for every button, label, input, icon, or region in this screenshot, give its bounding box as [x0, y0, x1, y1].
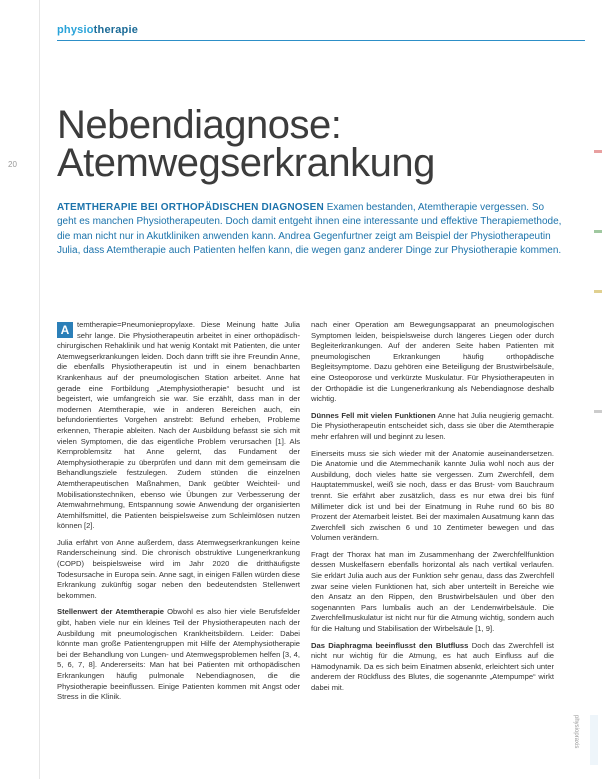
left-para-3 — [57, 607, 300, 702]
right-column — [311, 320, 554, 700]
left-column — [57, 320, 300, 709]
article-lead — [57, 201, 562, 258]
left-para-1 — [57, 320, 300, 532]
page-number: 20 — [8, 160, 17, 169]
left-para-3-text: Obwohl es also hier viele Berufsfelder gibt, haben viele nur ein kleines Teil der Physiotherapeuten nach der Ausbildung mit pneumologischen Krankheitsbildern. Leider: Dabei könnte man große Patientengruppen mit Hilfe der Atemphysiotherapie bei der Behandlung von Lungen- und Atemwegsproblemen helfen [3, 4, 5, 6, 7, 8]. Andererseits: Man hat bei Patienten mit orthopädischen Erkrankungen häufig pulmonale Nebendiagnosen, die die Physiotherapie beeinflussen. Einige Patienten kommen mit Angst oder Stress in die Klinik. — [57, 607, 300, 702]
dropcap: A — [57, 322, 73, 338]
right-para-5 — [311, 641, 554, 694]
scan-edge-mark — [594, 150, 602, 153]
scan-edge-mark — [594, 290, 602, 293]
left-subheading: Stellenwert der Atemtherapie — [57, 607, 164, 617]
scan-edge-mark — [594, 230, 602, 233]
section-header-rest: therapie — [93, 24, 139, 36]
lead-kicker: ATEMTHERAPIE BEI ORTHOPÄDISCHEN DIAGNOSEN — [57, 202, 324, 213]
right-subheading-2: Das Diaphragma beeinflusst den Blutfluss — [311, 640, 469, 650]
right-para-2-text: Anne hat Julia neugierig gemacht. Die Physiotherapeutin entscheidet sich, dass sie über die Atemtherapie mehr erfahren will und beginnt zu lesen. — [311, 410, 554, 441]
side-tab-label: physiopraxis — [573, 715, 579, 749]
article-title — [57, 103, 435, 185]
left-para-1-text: temtherapie=Pneumoniepropylaxe. Diese Meinung hatte Julia sehr lange. Die Physiotherapeutin arbeitet in einer orthopädisch-chirurgischen Rehaklinik und hat wenig Kontakt mit Patienten, die unter Atemwegserkrankungen leiden. Doch dann trifft sie ihre Freundin Anne, die ebenfalls Physiotherapeutin ist und in einem benachbarten Krankenhaus auf der pneumologischen Station arbeitet. Anne hat gerade eine Fortbildung „Atemphysiotherapie“ besucht und ist begeistert, wie umfangreich sie war. Sie erzählt, dass man in der modernen Atemtherapie, wie in anderen Bereichen auch, ein befundorientiertes Vorgehen anstrebt: Befund erheben, Probleme erkennen, Therapie ableiten. Nach der Ausbildung befasst sie sich mit vielen Symptomen, die das eigentliche Problem verursachen [1]. Als Kernproblemsitz hat Anne gelernt, das Fundament der Atemphysiotherapie zu überprüfen und dann mit dem gemeinsam die Behandlungsziele festzulegen. Zudem stünden die einzelnen Atemtherapeutischen Maßnahmen, Dank geübter Weichteil- und Mobilisationstechniken, ebenso wie Übungen zur Verbesserung der Atemwahrnehmung, Entspannung sowie Anwendung der organisierten Atemhilfsmittel, die Patienten beispielsweise zum Schleimlösen nutzen können [2]. — [57, 320, 300, 531]
right-para-4: Fragt der Thorax hat man im Zusammenhang der Zwerchfellfunktion dessen Muskelfasern ebenfalls horizontal als nach vertikal verlaufen. Sie erklärt Julia auch aus der Funktion sehr genau, dass das Zwerchfell zwar seine vielen Funktionen hat, sich aber unterteilt in Bereiche wie den Ansatz an den Rippen, den Brustwirbelsäulen und über den sogenannten Pars lumbalis auch an der Lendenwirbelsäule. Die Zwerchfellmuskulatur ist nicht nur für die Atmung wichtig, sondern auch für die Haltung und Stabilisation der Wirbelsäule [1, 9]. — [311, 549, 554, 634]
title-line-2: Atemwegserkrankung — [57, 141, 435, 185]
right-para-1: nach einer Operation am Bewegungsapparat an pneumologischen Symptomen leiden, beispielsweise durch längeres Liegen oder durch Begleiterkrankungen. Auf der anderen Seite haben Patienten mit pneumologischen Erkrankungen häufig orthopädische Begleitsymptome. Dazu gehören eine Beteiligung der Brustwirbelsäule, eine Osteoporose und verkürzte Muskulatur. Für Physiotherapeuten in der Orthopädie ist die Lungenerkrankung als Nebendiagnose deshalb wichtig. — [311, 320, 554, 404]
gutter-line — [39, 0, 40, 779]
header-rule — [57, 40, 585, 41]
scan-edge-mark — [594, 410, 602, 413]
section-header — [57, 24, 138, 36]
left-para-2: Julia erfährt von Anne außerdem, dass Atemwegserkrankungen keine Randerscheinung sind. Die chronisch obstruktive Lungenerkrankung (COPD) beispielsweise wird im Jahr 2020 die dritthäufigste Todesursache in Europa sein. Anne sagt, in einigen Fällen würden diese Erkrankung zukünftig sogar neben den bedeutendsten Stellenwert bekommen. — [57, 537, 300, 600]
right-para-5-text: Doch das Zwerchfell ist nicht nur wichtig für die Atmung, es hat auch Einfluss auf die Hämodynamik. Da es sich beim Einatmen absenkt, erleichtert sich unter anderem der Rückfluss des Blutes, die sogenannte „Atempumpe“ wirkt dabei mit. — [311, 640, 554, 692]
title-line-1: Nebendiagnose: — [57, 103, 342, 147]
right-subheading-1: Dünnes Fell mit vielen Funktionen — [311, 410, 436, 420]
section-header-highlight: physio — [57, 24, 94, 36]
right-para-3: Einerseits muss sie sich wieder mit der Anatomie auseinandersetzen. Die Anatomie und die Atemmechanik kannte Julia wohl noch aus der Ausbildung, doch vieles hatte sie vergessen. Zum Zwerchfell, dem Hauptatemmuskel, weiß sie noch, dass er das Brust- vom Bauchraum trennt. Sie erfährt aber zusätzlich, dass es nur etwa drei bis fünf Millimeter dick ist und bei der Einatmung in Ruhe rund 60 bis 80 Prozent der Atemarbeit leistet. Bei der maximalen Ausatmung kann das Zwerchfell sich zwischen 6 und 10 Zentimeter bewegen und das Volumen verändern. — [311, 448, 554, 543]
lead-text: Examen bestanden, Atemtherapie vergessen. So geht es manchen Physiotherapeuten. Doch damit entgeht ihnen eine interessante und effektive Therapiemethode, die man nicht nur in Akutkliniken anwenden kann. Andrea Gegenfurtner zeigt am Beispiel der Physiotherapeutin Julia, dass Atemtherapie auch Patienten helfen kann, die wegen ganz anderer Dinge zur Physiotherapie kommen. — [57, 202, 562, 256]
right-para-2 — [311, 411, 554, 443]
side-tab — [590, 715, 598, 765]
